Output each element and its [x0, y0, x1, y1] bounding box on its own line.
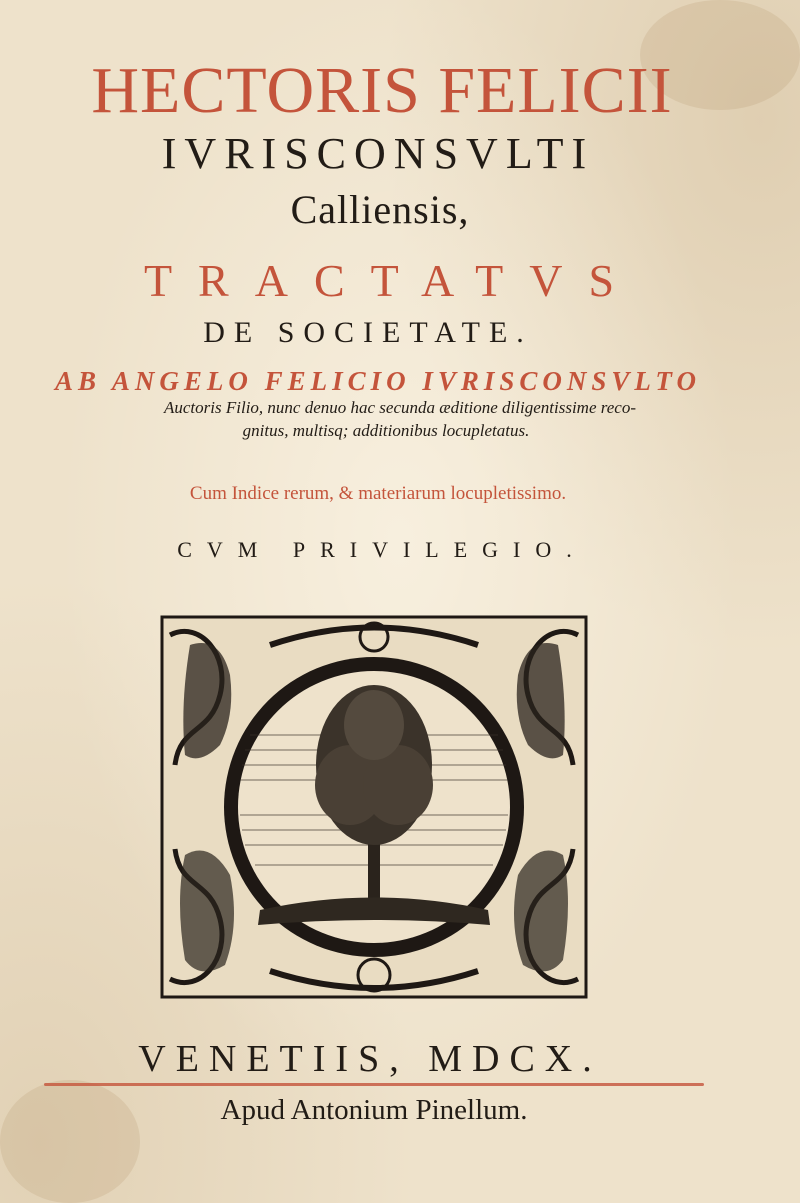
editor-line: AB ANGELO FELICIO IVRISCONSVLTO: [55, 366, 701, 396]
printer-name: Apud Antonium Pinellum.: [220, 1094, 528, 1126]
description-line-2: gnitus, multisq; additionibus locupletatus.: [242, 421, 530, 440]
author-profession: IVRISCONSVLTI: [161, 129, 595, 178]
printers-device-woodcut: [160, 615, 588, 999]
work-subject: DE SOCIETATE.: [203, 316, 533, 349]
description-line-1: Auctoris Filio, nunc denuo hac secunda æditione diligentissime reco-: [164, 398, 636, 417]
allegorical-figure-bottom-left: [180, 851, 234, 972]
author-name: HECTORIS FELICII: [91, 54, 673, 127]
index-note: Cum Indice rerum, & materiarum locupletissimo.: [189, 483, 567, 504]
work-title: TRACTATVS: [143, 255, 641, 306]
red-rule: [44, 1083, 704, 1086]
author-origin: Calliensis,: [290, 187, 470, 232]
allegorical-figure-bottom-right: [514, 851, 568, 972]
privilege-line: CVM PRIVILEGIO.: [177, 537, 587, 562]
imprint-place-date: VENETIIS, MDCX.: [138, 1038, 602, 1080]
